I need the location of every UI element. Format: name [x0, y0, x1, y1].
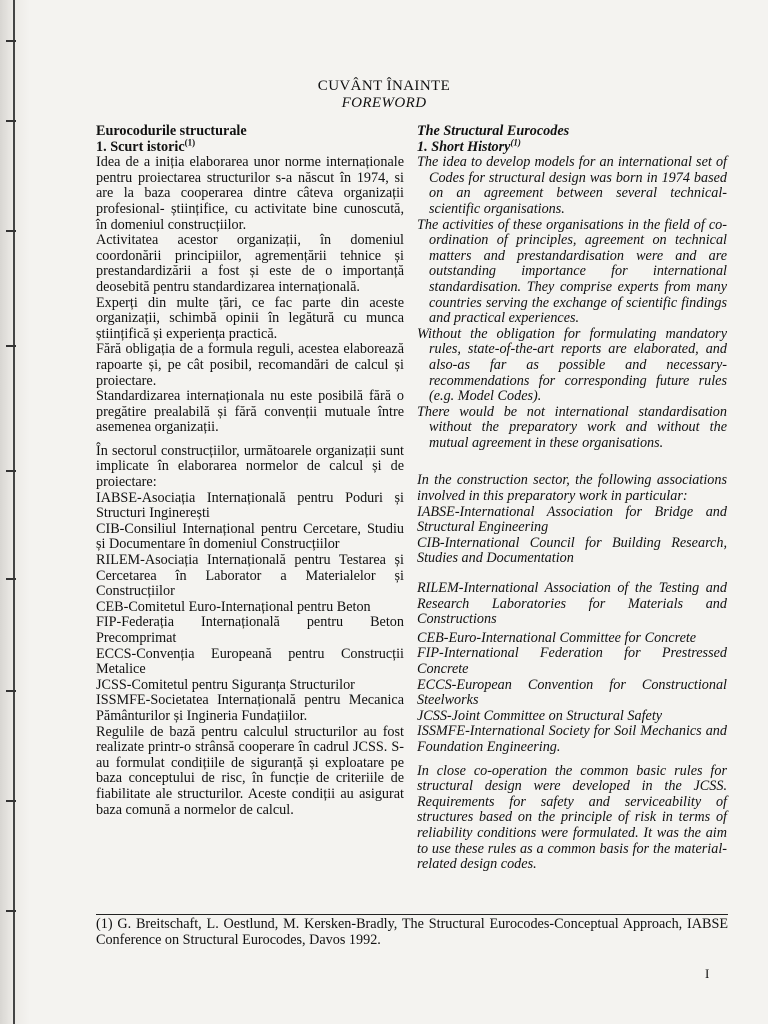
binding-mark [6, 800, 16, 802]
paragraph: Without the obligation for formulating mandatory rules, state-of-the-art reports are elaborated, and also-as far as possible and necessary-recommendations for corresponding future rules (e.g. Model Codes). [417, 325, 727, 405]
organization-item: FIP-International Federation for Prestressed Concrete [417, 645, 727, 677]
organization-item: CIB-Consiliul Internațional pentru Cercetare, Studiu și Documentare în domeniul Construcțiilor [96, 520, 404, 553]
organization-item: ECCS-Convenția Europeană pentru Construcții Metalice [96, 645, 404, 678]
binding-mark [6, 470, 16, 472]
en-heading: The Structural Eurocodes [417, 123, 570, 139]
paragraph: Standardizarea internaționala nu este posibilă fără o pregătire prealabilă și fără convenții mutuale între asemenea organizații. [96, 388, 404, 436]
binding-mark [6, 120, 16, 122]
organization-item: ISSMFE-International Society for Soil Mechanics and Foundation Engineering. [417, 723, 727, 755]
organization-item: ECCS-European Convention for Constructional Steelworks [417, 676, 727, 709]
organization-item: ISSMFE-Societatea Internațională pentru Mecanica Pământurilor și Ingineria Fundațiilor. [96, 692, 404, 724]
paragraph: The idea to develop models for an international set of Codes for structural design was born in 1974 based on an agreement between several technical-scientific organisations. [417, 154, 727, 217]
binding-margin [0, 0, 30, 1024]
paragraph: Activitatea acestor organizații, în domeniul coordonării principiilor, agremențării tehnice și prestandardizării a fost și este de o importanță deosebită pentru standardizarea internațională. [96, 232, 404, 295]
organization-item: FIP-Federația Internațională pentru Beton Precomprimat [96, 614, 404, 646]
footnote-divider [96, 914, 728, 915]
page-title: CUVÂNT ÎNAINTE [317, 78, 451, 94]
organization-item: CEB-Comitetul Euro-Internațional pentru Beton [96, 598, 371, 615]
en-subheading: 1. Short History$^{(1)}$ [417, 136, 521, 155]
organization-item: JCSS-Comitetul pentru Siguranța Structurilor [96, 676, 355, 693]
paragraph: Fără obligația de a formula reguli, acestea elaborează rapoarte și, pe cât posibil, recomandări de calcul și proiectare. [96, 341, 404, 389]
ro-heading: Eurocodurile structurale [96, 123, 247, 139]
page-number: I [705, 966, 710, 981]
paragraph: The activities of these organisations in the field of co-ordination of principles, agreement on technical matters and prestandardisation were and are outstanding importance for international standardisation. They comprise experts from many countries serving the exchange of scientific findings and practical experiences. [417, 216, 727, 327]
binding-mark [6, 910, 16, 912]
footnote-ref: (1) [510, 136, 521, 147]
paragraph: In close co-operation the common basic rules for structural design were developed in the JCSS. Requirements for safety and serviceability of structures based on the principle of risk in terms of reliability conditions were formulated. It was the aim to use these rules as a common basis for the material-related design codes. [417, 762, 727, 873]
binding-edge [13, 0, 15, 1024]
organization-item: IABSE-International Association for Bridge and Structural Engineering [417, 503, 727, 536]
paragraph: Regulile de bază pentru calculul structurilor au fost realizate printr-o strânsă cooperare în cadrul JCSS. S-au formulat condițiile de siguranță și exploatare pe baza conceptului de risc, în funcție de criteriile de fiabilitate ale structurilor. Aceste condiții au asigurat baza comună a normelor de calcul. [96, 723, 404, 818]
paragraph: There would be not international standardisation without the preparatory work and without the mutual agreement in these organisations. [417, 403, 727, 451]
organization-item: IABSE-Asociația Internațională pentru Poduri și Structuri Inginerești [96, 489, 404, 522]
romanian-column [96, 124, 404, 818]
organization-item: RILEM-International Association of the Testing and Research Laboratories for Materials and Constructions [417, 580, 727, 628]
footnote-ref: (1) [184, 136, 196, 147]
organization-item: JCSS-Joint Committee on Structural Safety [417, 707, 663, 724]
binding-mark [6, 690, 16, 692]
footnote: (1) G. Breitschaft, L. Oestlund, M. Kersken-Bradly, The Structural Eurocodes-Conceptual Approach, IABSE Conference on Structural Eurocodes, Davos 1992. [96, 916, 728, 948]
english-column [417, 124, 727, 873]
paragraph: Idea de a iniția elaborarea unor norme internaționale pentru proiectarea structurilor s-a născut în 1974, si are la baza cooperarea dintre câteva organizații profesional- științifice, cu activitate bine cunoscută, în domeniul construcțiilor. [96, 154, 404, 233]
organization-item: CIB-International Council for Building Research, Studies and Documentation [417, 534, 727, 567]
paragraph: Experți din multe țări, ce fac parte din aceste organizații, schimbă opinii în legătură cu munca științifică și experiența practică. [96, 294, 404, 342]
organization-item: CEB-Euro-International Committee for Concrete [417, 629, 697, 646]
binding-mark [6, 40, 16, 42]
ro-subheading: 1. Scurt istoric$^{(1)}$ [96, 136, 196, 155]
organization-item: RILEM-Asociația Internațională pentru Testarea și Cercetarea în Laborator a Materialelor și Construcțiilor [96, 552, 404, 600]
binding-mark [6, 578, 16, 580]
paragraph: În sectorul construcțiilor, următoarele organizații sunt implicate în elaborarea normelor de calcul și de proiectare: [96, 442, 404, 491]
binding-mark [6, 230, 16, 232]
binding-mark [6, 345, 16, 347]
page-subtitle: FOREWORD [341, 95, 427, 111]
paragraph: In the construction sector, the following associations involved in this preparatory work in particular: [417, 472, 727, 505]
